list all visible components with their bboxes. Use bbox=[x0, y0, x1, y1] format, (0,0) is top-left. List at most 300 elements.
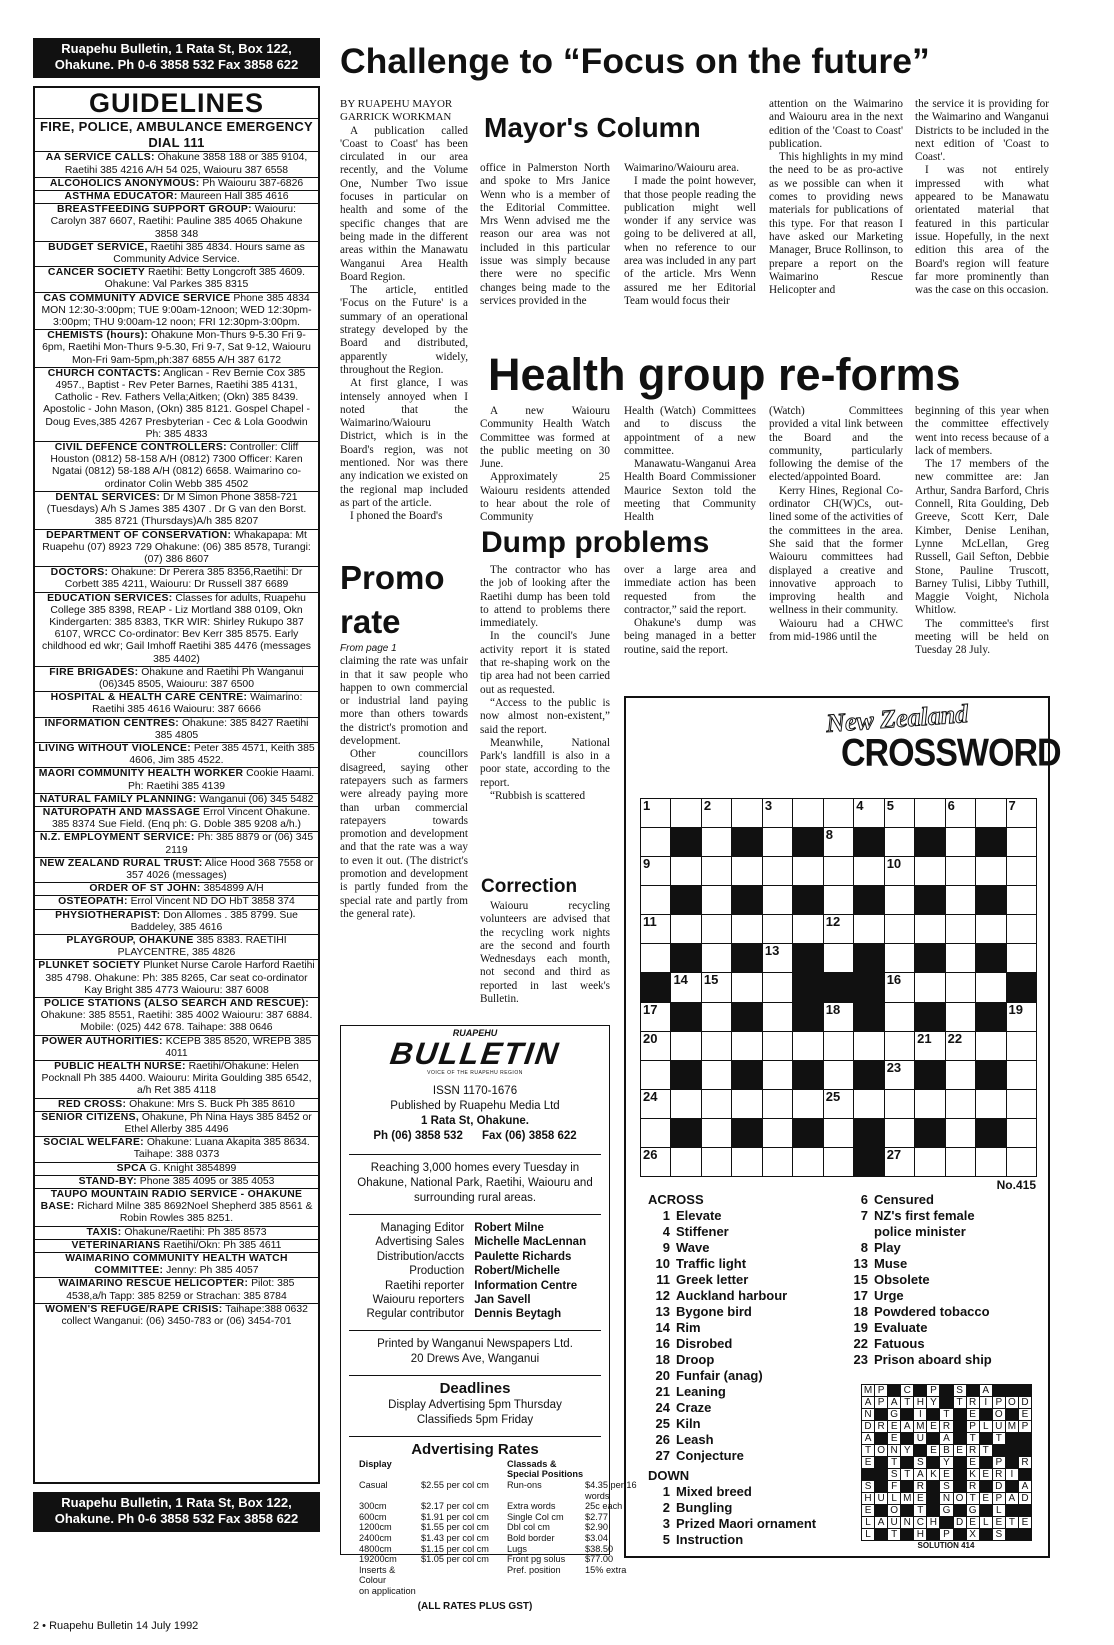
crossword-cell[interactable]: 16 bbox=[884, 972, 915, 1002]
crossword-cell[interactable] bbox=[640, 1118, 671, 1148]
crossword-cell[interactable] bbox=[945, 1060, 976, 1090]
crossword-cell[interactable] bbox=[884, 914, 915, 944]
crossword-cell[interactable] bbox=[1006, 943, 1037, 973]
rate-cell: $1.43 per col cm bbox=[421, 1533, 489, 1543]
crossword-cell[interactable] bbox=[884, 1089, 915, 1119]
crossword-cell[interactable]: 12 bbox=[823, 914, 854, 944]
staff-name: Michelle MacLennan bbox=[474, 1236, 587, 1249]
guidelines-box bbox=[33, 86, 320, 1484]
guideline-detail: 385 8383. RAETIHI PLAYCENTRE, 385 4826 bbox=[117, 935, 287, 959]
crossword-cell[interactable]: 9 bbox=[640, 856, 671, 886]
guideline-title: MAORI COMMUNITY HEALTH WORKER bbox=[38, 768, 244, 780]
rate-cell: Lugs bbox=[507, 1543, 527, 1554]
crossword-cell[interactable] bbox=[853, 1089, 884, 1119]
crossword-title: CROSSWORD bbox=[841, 731, 1061, 775]
clue bbox=[648, 1352, 848, 1368]
crossword-cell[interactable] bbox=[670, 1031, 701, 1061]
solution-cell: L bbox=[887, 1492, 901, 1505]
health-c4: beginning of this year when the committee effectively went into recess because of a lack of members. bbox=[915, 405, 1049, 457]
clue-number: 25 bbox=[655, 1416, 670, 1431]
crossword-cell[interactable] bbox=[670, 914, 701, 944]
solution-cell: G bbox=[939, 1504, 953, 1517]
crossword-cell[interactable] bbox=[792, 914, 823, 944]
crossword-cell[interactable]: 3 bbox=[762, 798, 793, 828]
correction-body bbox=[480, 900, 610, 1010]
solution-cell: G bbox=[887, 1408, 901, 1421]
crossword-cell[interactable] bbox=[731, 972, 762, 1002]
rate-cell: Run-ons bbox=[507, 1480, 542, 1491]
crossword-cell[interactable] bbox=[762, 1147, 793, 1177]
crossword-cell[interactable] bbox=[884, 827, 915, 857]
clue-text: Auckland harbour bbox=[676, 1288, 788, 1303]
guideline-entry bbox=[35, 1253, 318, 1278]
solution-cell: E bbox=[926, 1420, 940, 1433]
clue-number: 14 bbox=[655, 1320, 670, 1335]
clue-number: 2 bbox=[662, 1500, 670, 1515]
clue-number: 11 bbox=[656, 1272, 670, 1287]
guideline-entry bbox=[35, 178, 318, 191]
crossword-cell[interactable]: 23 bbox=[884, 1060, 915, 1090]
crossword-block bbox=[792, 827, 823, 857]
crossword-cell[interactable]: 8 bbox=[823, 827, 854, 857]
crossword-cell[interactable] bbox=[823, 856, 854, 886]
crossword-cell[interactable] bbox=[945, 885, 976, 915]
crossword-block bbox=[670, 943, 701, 973]
crossword-cell[interactable] bbox=[975, 856, 1006, 886]
crossword-cell[interactable] bbox=[945, 1089, 976, 1119]
crossword-cell[interactable]: 27 bbox=[884, 1147, 915, 1177]
clue bbox=[648, 1448, 848, 1464]
crossword-cell[interactable] bbox=[823, 1060, 854, 1090]
crossword-cell[interactable] bbox=[823, 1031, 854, 1061]
guideline-detail: Ohakune: Mrs S. Buck Ph 385 8610 bbox=[129, 1098, 295, 1110]
crossword-cell[interactable] bbox=[640, 1060, 671, 1090]
crossword-cell[interactable] bbox=[762, 856, 793, 886]
guideline-detail: Whakapapa: Mt Ruapehu (07) 8923 729 Ohakune: (06) 385 8578, Turangi: (07) 386 8607 bbox=[42, 529, 311, 565]
solution-cell: D bbox=[992, 1480, 1006, 1493]
crossword-cell[interactable] bbox=[945, 943, 976, 973]
crossword-cell[interactable] bbox=[640, 827, 671, 857]
crossword-cell[interactable] bbox=[701, 885, 732, 915]
crossword-cell[interactable] bbox=[945, 972, 976, 1002]
staff-name: Jan Savell bbox=[474, 1294, 531, 1307]
mayor-byline-2: GARRICK WORKMAN bbox=[340, 111, 452, 124]
solution-cell: E bbox=[861, 1456, 875, 1469]
dump-c2: over a large area and immediate action has been requested from the contractor,” said the report. bbox=[624, 564, 756, 616]
crossword-cell[interactable] bbox=[792, 798, 823, 828]
crossword-cell[interactable] bbox=[1006, 885, 1037, 915]
guideline-detail: Ohakune: 385 8427 Raetihi 385 4805 bbox=[154, 717, 309, 741]
crossword-cell[interactable] bbox=[884, 1002, 915, 1032]
staff-row bbox=[341, 1221, 609, 1235]
crossword-block bbox=[792, 1002, 823, 1032]
crossword-cell[interactable] bbox=[975, 972, 1006, 1002]
crossword-cell[interactable] bbox=[945, 914, 976, 944]
guideline-detail: Plunket Nurse Carole Harford Raetihi 385 4798. Ohakune: Ph: 385 8265, Car seat co-ordinator Kay Bright 385 4773 Waiouru: 387 6008 bbox=[45, 960, 315, 996]
crossword-cell[interactable] bbox=[792, 856, 823, 886]
rate-cell: $1.05 per col cm bbox=[421, 1554, 489, 1565]
mayor-c4-b: This highlights in my mind the need to be as pro-active as we possible can when it comes to providing news materials for publications of this type. For that reason I have asked our Marketing Manager, Bruce Rollinson, to prepare a report on the Waimarino Rescue Helicopter and bbox=[769, 151, 903, 297]
crossword-cell[interactable] bbox=[914, 914, 945, 944]
crossword-cell[interactable] bbox=[945, 1147, 976, 1177]
clue-text: Prison aboard ship bbox=[874, 1352, 992, 1367]
crossword-block bbox=[823, 972, 854, 1002]
crossword-cell[interactable]: 2 bbox=[701, 798, 732, 828]
rates-note: (ALL RATES PLUS GST) bbox=[417, 1600, 533, 1612]
crossword-cell[interactable] bbox=[792, 1031, 823, 1061]
solution-cell bbox=[1018, 1528, 1032, 1541]
guideline-detail: Ph Waiouru 387-6826 bbox=[202, 177, 304, 189]
guideline-entry bbox=[35, 794, 318, 807]
clue bbox=[846, 1192, 1046, 1208]
guideline-detail: Controller: Cliff Houston (0812) 58-158 A/H (0812) 7300 Officer: Karen Ngatai (0812) 58-188 A/H (0812) 6658. Waimarino co-ordinator Colin Webb 385 4502 bbox=[50, 442, 303, 490]
crossword-cell[interactable] bbox=[823, 798, 854, 828]
clue-text: Bygone bird bbox=[676, 1304, 752, 1319]
crossword-cell[interactable]: 20 bbox=[640, 1031, 671, 1061]
crossword-cell[interactable] bbox=[914, 1147, 945, 1177]
promo-headline-1: Promo bbox=[340, 559, 445, 596]
crossword-cell[interactable]: 19 bbox=[1006, 1002, 1037, 1032]
crossword-cell[interactable] bbox=[640, 943, 671, 973]
mayor-p3: At first glance, I was intensely annoyed when I noted that the Waimarino/Waiouru District, which is in the Board's region, was not mentioned. Nor was there any indication we existed on the regional map included as part of the article. bbox=[340, 377, 469, 509]
guideline-entry bbox=[35, 593, 318, 667]
crossword-cell[interactable]: 14 bbox=[670, 972, 701, 1002]
guideline-title: PHYSIOTHERAPIST: bbox=[55, 909, 161, 921]
solution-cell bbox=[926, 1528, 940, 1541]
guideline-title: CHURCH CONTACTS: bbox=[47, 367, 161, 379]
solution-cell: D bbox=[1018, 1396, 1032, 1409]
crossword-cell[interactable] bbox=[975, 1089, 1006, 1119]
guideline-title: BUDGET SERVICE, bbox=[48, 241, 148, 253]
solution-cell: E bbox=[966, 1456, 980, 1469]
solution-cell: X bbox=[966, 1528, 980, 1541]
guideline-entry bbox=[35, 330, 318, 368]
crossword-cell[interactable] bbox=[975, 798, 1006, 828]
guideline-detail: Raetihi: Betty Longcroft 385 4609. Ohakune: Val Parkes 385 8315 bbox=[104, 267, 306, 291]
rate-cell: $2.77 bbox=[585, 1511, 608, 1522]
crossword-cell[interactable] bbox=[762, 1060, 793, 1090]
crossword-cell[interactable] bbox=[823, 943, 854, 973]
crossword-cell[interactable]: 18 bbox=[823, 1002, 854, 1032]
guideline-title: CHEMISTS (hours): bbox=[47, 330, 149, 342]
guideline-entry bbox=[35, 530, 318, 568]
crossword-cell[interactable] bbox=[701, 1031, 732, 1061]
solution-cell: N bbox=[939, 1492, 953, 1505]
crossword-cell[interactable] bbox=[945, 827, 976, 857]
guideline-title: DENTAL SERVICES: bbox=[55, 491, 161, 503]
health-col-1 bbox=[480, 405, 610, 527]
clue-number: 6 bbox=[860, 1192, 868, 1207]
crossword-cell[interactable]: 15 bbox=[701, 972, 732, 1002]
mayor-c3-a: Waimarino/Waiouru area. bbox=[624, 162, 739, 174]
clue bbox=[846, 1240, 1046, 1256]
crossword-cell[interactable] bbox=[945, 1118, 976, 1148]
guideline-title: NATURAL FAMILY PLANNING: bbox=[39, 793, 197, 805]
clue-number: 21 bbox=[655, 1384, 670, 1399]
guideline-entry bbox=[35, 1227, 318, 1240]
correction-text: Waiouru recycling volunteers are advised that the recycling work nights are the second and fourth Wednesdays each month, not second and third as reported in last week's Bulletin. bbox=[480, 900, 610, 1006]
crossword-cell[interactable] bbox=[731, 914, 762, 944]
rate-cell: 1200cm bbox=[359, 1522, 392, 1533]
crossword-cell[interactable] bbox=[640, 885, 671, 915]
guideline-detail: Ohakune: Luana Akapita 385 8634. Taihape: 388 0373 bbox=[133, 1137, 310, 1161]
solution-cell: O bbox=[992, 1408, 1006, 1421]
staff-role: Production bbox=[409, 1265, 465, 1278]
crossword-cell[interactable]: 25 bbox=[823, 1089, 854, 1119]
crossword-cell[interactable]: 13 bbox=[762, 943, 793, 973]
guideline-title: ASTHMA EDUCATOR: bbox=[64, 191, 178, 203]
rate-cell: $1.15 per col cm bbox=[421, 1543, 489, 1554]
guideline-entry bbox=[35, 692, 318, 717]
rate-cell: Inserts & Colour bbox=[359, 1564, 396, 1586]
crossword-cell[interactable] bbox=[701, 1118, 732, 1148]
guideline-detail: Richard Milne 385 8692Noel Shepherd 385 8561 & Robin Rowles 385 8251. bbox=[77, 1201, 313, 1225]
crossword-cell[interactable] bbox=[670, 798, 701, 828]
crossword-cell[interactable] bbox=[1006, 914, 1037, 944]
solution-cell: A bbox=[874, 1516, 888, 1529]
across-title: ACROSS bbox=[648, 1192, 704, 1207]
guideline-entry bbox=[35, 1278, 318, 1303]
guideline-entry bbox=[35, 267, 318, 292]
guideline-entry bbox=[35, 1176, 318, 1189]
bulletin-contact bbox=[341, 1129, 609, 1144]
guideline-title: NEW ZEALAND RURAL TRUST: bbox=[39, 857, 203, 869]
crossword-block bbox=[853, 1147, 884, 1177]
guideline-detail: Ohakune: 385 8551, Raetihi: 385 4002 Waiouru: 387 6884. Mobile: (025) 442 678. Taihape: 388 0646 bbox=[40, 1010, 313, 1034]
crossword-cell[interactable] bbox=[914, 1089, 945, 1119]
crossword-block bbox=[731, 1060, 762, 1090]
crossword-cell[interactable] bbox=[731, 798, 762, 828]
crossword-cell[interactable] bbox=[884, 1118, 915, 1148]
dump-c2b: Ohakune's dump was being managed in a better routine, said the report. bbox=[624, 617, 756, 656]
staff-role: Waiouru reporters bbox=[372, 1294, 465, 1307]
crossword-cell[interactable] bbox=[670, 1089, 701, 1119]
rate-cell: 300cm bbox=[359, 1501, 387, 1512]
guideline-title: FIRE, POLICE, AMBULANCE EMERGENCY DIAL 111 bbox=[39, 119, 314, 151]
crossword-cell[interactable] bbox=[731, 856, 762, 886]
clue-text: Disrobed bbox=[676, 1336, 733, 1351]
staff-name: Robert Milne bbox=[474, 1222, 544, 1234]
solution-cell: E bbox=[979, 1468, 993, 1481]
rates-title: Advertising Rates bbox=[411, 1440, 539, 1458]
clue-number: 24 bbox=[655, 1400, 670, 1415]
crossword-cell[interactable] bbox=[731, 1147, 762, 1177]
crossword-cell[interactable] bbox=[945, 1002, 976, 1032]
crossword-cell[interactable] bbox=[1006, 856, 1037, 886]
guideline-detail: Phone 385 4834 MON 12:30-3:00pm; TUE 9:00am-12noon; WED 12:30pm-3:00pm; THU 9:00am-12 noon; FRI 12:30pm-3:00pm. bbox=[41, 292, 312, 329]
bulletin-phone: Ph (06) 3858 532 bbox=[373, 1130, 463, 1142]
solution-grid bbox=[861, 1384, 1031, 1540]
solution-cell: O bbox=[887, 1504, 901, 1517]
guideline-title: DOCTORS: bbox=[50, 567, 109, 579]
rate-cell: Bold border bbox=[507, 1533, 555, 1543]
guideline-detail: Ohakune and Raetihi Ph Wanganui (06)345 8505, Waiouru: 387 6500 bbox=[98, 666, 304, 690]
clue-text: Evaluate bbox=[874, 1320, 928, 1335]
crossword-cell[interactable] bbox=[762, 885, 793, 915]
crossword-cell[interactable] bbox=[853, 1031, 884, 1061]
crossword-cell[interactable]: 22 bbox=[945, 1031, 976, 1061]
crossword-block bbox=[853, 1118, 884, 1148]
crossword-cell[interactable] bbox=[762, 1002, 793, 1032]
crossword-block bbox=[914, 1002, 945, 1032]
rate-cell: $2.17 per col cm bbox=[421, 1501, 489, 1512]
solution-cell: F bbox=[887, 1480, 901, 1493]
crossword-cell[interactable] bbox=[701, 943, 732, 973]
crossword-cell[interactable] bbox=[792, 1147, 823, 1177]
rate-cell: $3.04 bbox=[585, 1533, 608, 1543]
solution-cell: T bbox=[979, 1444, 993, 1457]
crossword-cell[interactable]: 10 bbox=[884, 856, 915, 886]
guideline-entry bbox=[35, 935, 318, 960]
crossword-cell[interactable] bbox=[1006, 827, 1037, 857]
solution-cell: T bbox=[900, 1396, 914, 1409]
crossword-cell[interactable] bbox=[762, 914, 793, 944]
crossword-cell[interactable]: 24 bbox=[640, 1089, 671, 1119]
clue bbox=[648, 1384, 848, 1400]
crossword-cell[interactable] bbox=[762, 1118, 793, 1148]
guideline-entry bbox=[35, 567, 318, 592]
crossword-cell[interactable] bbox=[701, 1089, 732, 1119]
crossword-cell[interactable] bbox=[731, 1089, 762, 1119]
rate-cell: 25c each bbox=[585, 1501, 623, 1512]
clue-text: Funfair (anag) bbox=[676, 1368, 763, 1383]
crossword-block bbox=[975, 885, 1006, 915]
crossword-cell[interactable] bbox=[701, 1060, 732, 1090]
rate-cell: on application bbox=[359, 1585, 416, 1596]
clue-text: Obsolete bbox=[874, 1272, 930, 1287]
deadline-classifieds: Classifieds 5pm Friday bbox=[416, 1413, 534, 1426]
crossword-cell[interactable] bbox=[884, 1031, 915, 1061]
crossword-cell[interactable] bbox=[1006, 1060, 1037, 1090]
crossword-cell[interactable] bbox=[975, 1031, 1006, 1061]
crossword-cell[interactable] bbox=[762, 1089, 793, 1119]
crossword-block bbox=[670, 1060, 701, 1090]
guideline-title: TAUPO MOUNTAIN RADIO SERVICE - OHAKUNE BASE: bbox=[40, 1189, 303, 1213]
rate-cell bbox=[585, 1586, 645, 1597]
crossword-cell[interactable] bbox=[731, 1031, 762, 1061]
clues-left bbox=[648, 1192, 848, 1548]
promo-p1: claiming the rate was unfair in that it saw people who happen to own commercial or industrial land paying more than others towards the district's promotion and development. bbox=[340, 655, 468, 748]
solution-cell: R bbox=[992, 1468, 1006, 1481]
crossword-block bbox=[670, 885, 701, 915]
crossword-cell[interactable] bbox=[1006, 1147, 1037, 1177]
solution-cell: P bbox=[992, 1396, 1006, 1409]
health-col-2 bbox=[624, 405, 756, 527]
guideline-entry bbox=[35, 883, 318, 896]
crossword-cell[interactable] bbox=[701, 827, 732, 857]
clue-number: 19 bbox=[853, 1320, 868, 1335]
clue bbox=[846, 1352, 1046, 1368]
solution-cell: R bbox=[874, 1420, 888, 1433]
solution-cell: Y bbox=[939, 1456, 953, 1469]
clue bbox=[648, 1336, 848, 1352]
clue-text: Rim bbox=[676, 1320, 701, 1335]
crossword-cell[interactable] bbox=[670, 1147, 701, 1177]
crossword-cell[interactable] bbox=[884, 943, 915, 973]
crossword-cell[interactable] bbox=[701, 1002, 732, 1032]
crossword-cell[interactable]: 1 bbox=[640, 798, 671, 828]
solution-label: SOLUTION 414 bbox=[917, 1541, 975, 1550]
clue-text: Urge bbox=[874, 1288, 904, 1303]
crossword-cell[interactable]: 11 bbox=[640, 914, 671, 944]
crossword-cell[interactable] bbox=[914, 972, 945, 1002]
crossword-grid bbox=[640, 798, 1036, 1176]
crossword-cell[interactable]: 7 bbox=[1006, 798, 1037, 828]
mayor-c5-a: the service it is providing for the Waimarino and Wanganui Districts to be included in the next edition of 'Coast to Coast'. bbox=[915, 98, 1049, 164]
health-col-3 bbox=[769, 405, 903, 687]
crossword-cell[interactable] bbox=[975, 1147, 1006, 1177]
crossword-cell[interactable]: 5 bbox=[884, 798, 915, 828]
solution-cell: T bbox=[992, 1432, 1006, 1445]
dump-c1c: “Access to the public is now almost non-existent,” said the report. bbox=[480, 696, 610, 736]
crossword-cell[interactable] bbox=[914, 856, 945, 886]
clue-number: 22 bbox=[853, 1336, 868, 1351]
crossword-cell[interactable] bbox=[914, 798, 945, 828]
clue bbox=[846, 1256, 1046, 1272]
masthead-line2: Ohakune. Ph 0-6 3858 532 Fax 3858 622 bbox=[54, 57, 299, 72]
crossword-cell[interactable] bbox=[884, 885, 915, 915]
crossword-cell[interactable] bbox=[823, 1118, 854, 1148]
staff-name: Paulette Richards bbox=[474, 1250, 572, 1263]
health-c3c: Waiouru had a CHWC from mid-1986 until the bbox=[769, 617, 903, 644]
solution-cell: A bbox=[979, 1384, 993, 1397]
crossword-cell[interactable] bbox=[1006, 1118, 1037, 1148]
mayor-column-subhead: Mayor's Column bbox=[484, 112, 701, 143]
clue bbox=[648, 1368, 848, 1384]
crossword-cell[interactable]: 6 bbox=[945, 798, 976, 828]
solution-cell: M bbox=[900, 1492, 914, 1505]
crossword-cell[interactable] bbox=[1006, 1031, 1037, 1061]
bulletin-logo: BULLETIN bbox=[387, 1036, 563, 1071]
crossword-cell[interactable] bbox=[975, 914, 1006, 944]
crossword-cell[interactable] bbox=[945, 856, 976, 886]
crossword-cell[interactable]: 17 bbox=[640, 1002, 671, 1032]
guideline-title: LIVING WITHOUT VIOLENCE: bbox=[38, 742, 192, 754]
solution-cell: A bbox=[861, 1396, 875, 1409]
crossword-cell[interactable] bbox=[701, 1147, 732, 1177]
solution-cell: R bbox=[966, 1480, 980, 1493]
crossword-cell[interactable] bbox=[792, 1089, 823, 1119]
guideline-title: CANCER SOCIETY bbox=[47, 267, 146, 279]
guideline-detail: Ohakune, Ph Nina Hays 385 8452 or Ethel Allerby 385 4496 bbox=[124, 1111, 312, 1136]
crossword-cell[interactable] bbox=[853, 914, 884, 944]
crossword-cell[interactable] bbox=[701, 856, 732, 886]
promo-p2: Other councillors disagreed, saying other ratepayers such as farmers were already paying more than urban commercial ratepayers towards promotion and development and that the rate was a way to even it out. (The district's promotion and development is partly funded from the special rate and partly from the general rate). bbox=[340, 748, 468, 920]
crossword-cell[interactable] bbox=[823, 1147, 854, 1177]
solution-cell: D bbox=[953, 1516, 967, 1529]
guideline-title: ORDER OF ST JOHN: bbox=[89, 883, 201, 895]
crossword-cell[interactable] bbox=[823, 885, 854, 915]
crossword-cell[interactable] bbox=[1006, 1089, 1037, 1119]
crossword-cell[interactable] bbox=[670, 856, 701, 886]
solution-cell: T bbox=[966, 1432, 980, 1445]
crossword-cell[interactable]: 26 bbox=[640, 1147, 671, 1177]
guideline-detail: Ph: 385 8879 or (06) 345 2119 bbox=[165, 832, 314, 856]
rates-header bbox=[341, 1459, 609, 1480]
solution-cell: R bbox=[939, 1420, 953, 1433]
clue-number: 15 bbox=[853, 1272, 868, 1287]
crossword-cell[interactable]: 21 bbox=[914, 1031, 945, 1061]
solution-cell: T bbox=[887, 1456, 901, 1469]
crossword-cell[interactable] bbox=[762, 972, 793, 1002]
crossword-cell[interactable] bbox=[762, 1031, 793, 1061]
crossword-cell[interactable] bbox=[762, 827, 793, 857]
crossword-cell[interactable]: 4 bbox=[853, 798, 884, 828]
bulletin-fax: Fax (06) 3858 622 bbox=[482, 1130, 577, 1142]
crossword-cell[interactable] bbox=[853, 856, 884, 886]
crossword-cell[interactable] bbox=[701, 914, 732, 944]
crossword-block bbox=[914, 885, 945, 915]
